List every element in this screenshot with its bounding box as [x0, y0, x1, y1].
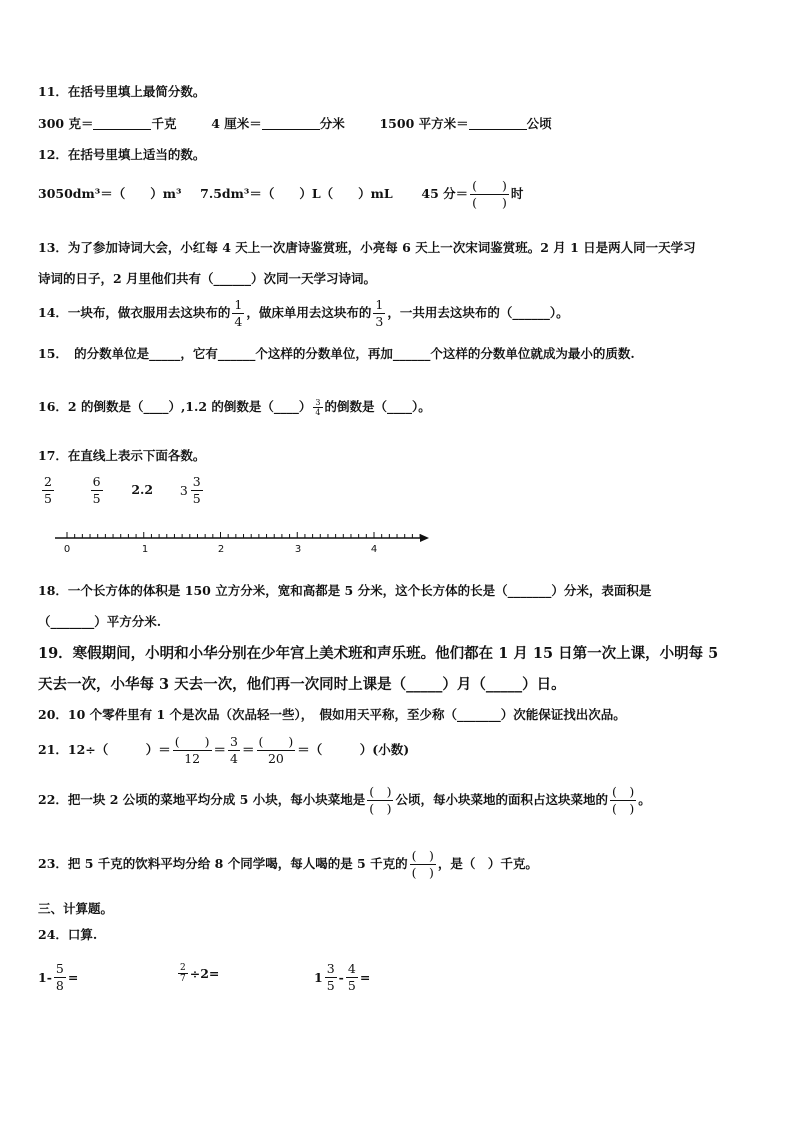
q22-part1: 22．把一块 2 公顷的菜地平均分成 5 小块，每小块菜地是 [38, 792, 366, 807]
q11-a-blank[interactable] [93, 129, 151, 130]
q21-suffix: ＝（ ）(小数) [297, 742, 410, 757]
q12-a-text: 3050dm³＝（ ）m³ [38, 186, 182, 201]
q14-f1-den: 4 [234, 314, 243, 329]
q24-e2-num: 2 [180, 963, 186, 973]
q24-expr-3 [314, 961, 370, 994]
q12-c-text: 45 分＝ [421, 186, 469, 201]
q24-title: 24．口算. [38, 927, 98, 942]
q22-part2: 公顷，每小块菜地的面积占这块菜地的 [395, 792, 608, 807]
q11-a-unit: 千克 [151, 116, 177, 131]
q21-f2-num: 3 [230, 734, 238, 749]
q15-text: 15． 的分数单位是_____，它有______个这样的分数单位，再加______个这样的分数单位就成为最小的质数. [38, 346, 635, 361]
q20-text: 20．10 个零件里有 1 个是次品（次品轻一些）， 假如用天平称，至少称（_______）次能保证找出次品。 [38, 707, 626, 722]
q11-a-text: 300 克＝ [38, 116, 94, 131]
axis-label-3: 3 [294, 544, 302, 555]
q21-f1-num[interactable]: ( ) [174, 734, 210, 749]
q22-f2-num[interactable]: ( ) [611, 784, 635, 799]
q17-v1-den: 5 [44, 491, 52, 506]
q22-f2-den[interactable]: ( ) [611, 801, 635, 816]
q17-value-3: 2.2 [131, 482, 154, 497]
q23-part1: 23．把 5 千克的饮料平均分给 8 个同学喝，每人喝的是 5 千克的 [38, 856, 408, 871]
q21-fraction-2 [228, 734, 240, 767]
q14-f2-num: 1 [375, 297, 384, 312]
q14-f2-den: 3 [375, 314, 384, 329]
q11-c-text: 1500 平方米＝ [379, 116, 469, 131]
q21-f2-den: 4 [230, 751, 238, 766]
q23-f-den[interactable]: ( ) [411, 865, 434, 880]
q11-c-blank[interactable] [469, 129, 527, 130]
q17-v4-den: 5 [192, 491, 201, 506]
q24-e3-den2: 5 [347, 978, 356, 993]
q11-answers [38, 116, 552, 132]
q17-value-4 [180, 474, 205, 507]
q14-line [38, 297, 569, 330]
q17-v2-den: 5 [92, 491, 101, 506]
q14-fraction-1 [232, 297, 244, 330]
q22-f1-den[interactable]: ( ) [369, 801, 392, 816]
q23-f-num[interactable]: ( ) [411, 848, 434, 863]
q11-title: 11．在括号里填上最简分数。 [38, 84, 206, 99]
q21-prefix: 21．12÷（ ）＝ [38, 742, 171, 757]
q22-f1-num[interactable]: ( ) [369, 784, 392, 799]
q22-line [38, 784, 651, 817]
q18-line1: 18．一个长方体的体积是 150 立方分米，宽和高都是 5 分米，这个长方体的长是（_______）分米，表面积是 [38, 583, 652, 598]
q11-c-unit: 公顷 [526, 116, 552, 131]
q16-line [38, 398, 431, 417]
q21-fraction-3 [257, 734, 296, 767]
q12-answers [38, 178, 523, 211]
number-line[interactable] [52, 528, 432, 556]
q21-fraction-1 [173, 734, 212, 767]
q13-line1: 13．为了参加诗词大会，小红每 4 天上一次唐诗鉴赏班，小亮每 6 天上一次宋词鉴赏班。2 月 1 日是两人同一天学习 [38, 240, 696, 255]
q17-values [40, 474, 205, 507]
q16-part1: 16．2 的倒数是（____）,1.2 的倒数是（____） [38, 399, 312, 414]
q23-fraction [410, 848, 436, 881]
q12-title: 12．在括号里填上适当的数。 [38, 147, 206, 162]
q17-v1-num: 2 [44, 474, 52, 489]
q24-e2-rest: ÷2= [189, 965, 220, 981]
q14-part3: ，一共用去这块布的（______）。 [387, 305, 569, 320]
q24-e3-den1: 5 [326, 978, 335, 993]
number-line-ticks [67, 532, 420, 538]
q13-line2: 诗词的日子，2 月里他们共有（______）次同一天学习诗词。 [38, 271, 377, 286]
q21-eq2: ＝ [242, 742, 255, 757]
number-line-arrow [420, 534, 429, 542]
q14-f1-num: 1 [234, 297, 243, 312]
q22-fraction-2 [610, 784, 636, 817]
q14-part1: 14．一块布，做衣服用去这块布的 [38, 305, 231, 320]
q24-expr-2 [176, 963, 219, 984]
q24-expr-1 [38, 961, 78, 994]
q12-b-text: 7.5dm³＝（ ）L（ ）mL [200, 186, 393, 201]
q24-e3-eq: = [359, 969, 371, 985]
q21-f1-den: 12 [184, 751, 201, 766]
q24-e1-num: 5 [55, 961, 64, 976]
q19-line1: 19．寒假期间，小明和小华分别在少年宫上美术班和声乐班。他们都在 1 月 15 日第一次上课，小明每 5 [38, 645, 719, 662]
q16-f-num: 3 [315, 398, 321, 407]
q11-b-text: 4 厘米＝ [211, 116, 262, 131]
q17-title: 17．在直线上表示下面各数。 [38, 448, 206, 463]
q24-e3-num2: 4 [347, 961, 356, 976]
number-line-labels [64, 544, 377, 555]
q12-c-unit: 时 [510, 186, 524, 201]
q18-line2: （_______）平方分米. [38, 614, 162, 629]
q17-v2-num: 6 [92, 474, 101, 489]
q17-v4-whole: 3 [179, 482, 188, 498]
section3-title: 三、计算题。 [38, 901, 114, 916]
axis-label-0: 0 [63, 544, 71, 555]
q16-f-den: 4 [315, 408, 321, 417]
q21-eq1: ＝ [213, 742, 227, 757]
axis-label-2: 2 [217, 544, 225, 555]
q14-fraction-2 [373, 297, 385, 330]
q21-f3-den: 20 [267, 751, 284, 766]
q12-frac-den[interactable]: ( ) [472, 195, 507, 210]
q21-line [38, 734, 409, 767]
q24-e1-eq: = [67, 969, 79, 985]
q23-line [38, 848, 538, 881]
q11-b-blank[interactable] [262, 129, 320, 130]
q24-e3-num1: 3 [326, 961, 335, 976]
q12-frac-num[interactable]: ( ) [472, 178, 507, 193]
axis-label-4: 4 [370, 544, 378, 555]
q17-v4-num: 3 [192, 474, 201, 489]
q16-part2: 的倒数是（____）。 [324, 399, 431, 414]
q19-line2: 天去一次，小华每 3 天去一次，他们再一次同时上课是（_____）月（_____）日。 [38, 676, 566, 693]
q17-value-1 [42, 474, 54, 507]
q12-fraction [470, 178, 509, 211]
q16-fraction [313, 398, 322, 417]
q11-b-unit: 分米 [319, 116, 345, 131]
q22-part3: 。 [638, 792, 651, 807]
axis-label-1: 1 [141, 544, 149, 555]
q14-part2: ，做床单用去这块布的 [246, 305, 372, 320]
q24-e1-whole: 1- [38, 969, 52, 985]
q23-part2: ，是（ ）千克。 [437, 856, 538, 871]
q24-e3-whole: 1 [314, 969, 323, 985]
q24-e1-den: 8 [55, 978, 64, 993]
q21-f3-num[interactable]: ( ) [258, 734, 294, 749]
q24-e3-minus: - [338, 969, 344, 985]
q22-fraction-1 [367, 784, 393, 817]
q17-value-2 [91, 474, 103, 507]
q24-e2-den: 7 [180, 974, 186, 984]
